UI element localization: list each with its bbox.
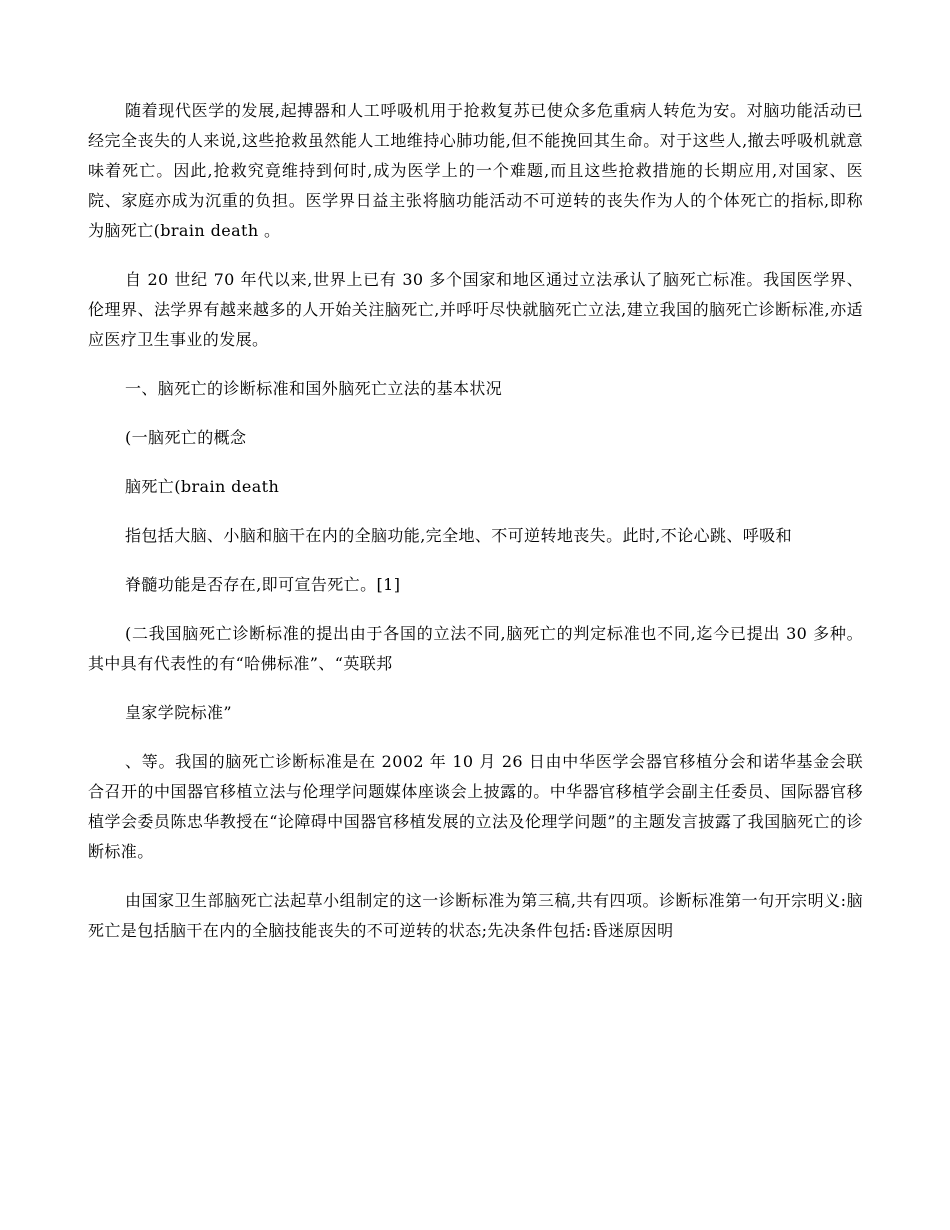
paragraph-definition: 指包括大脑、小脑和脑干在内的全脑功能,完全地、不可逆转地丧失。此时,不论心跳、呼吸和 [125, 526, 792, 545]
paragraph-draft-standard: 由国家卫生部脑死亡法起草小组制定的这一诊断标准为第三稿,共有四项。诊断标准第一句开宗明义:脑死亡是包括脑干在内的全脑技能丧失的不可逆转的状态;先决条件包括:昏迷原因明 [88, 891, 863, 940]
paragraph-intro: 随着现代医学的发展,起搏器和人工呼吸机用于抢救复苏已使众多危重病人转危为安。对脑功能活动已经完全丧失的人来说,这些抢救虽然能人工地维持心肺功能,但不能挽回其生命。对于这些人,撤去呼吸机就意味着死亡。因此,抢救究竟维持到何时,成为医学上的一个难题,而且这些抢救措施的长期应用,对国家、医院、家庭亦成为沉重的负担。医学界日益主张将脑功能活动不可逆转的丧失作为人的个体死亡的指标,即称为脑死亡(brain death 。 [88, 101, 863, 240]
document-body [88, 96, 863, 965]
subsection-heading-1: (一脑死亡的概念 [125, 428, 247, 447]
paragraph-standard-name: 皇家学院标准” [125, 703, 232, 722]
paragraph-legislation: 自 20 世纪 70 年代以来,世界上已有 30 多个国家和地区通过立法承认了脑死亡标准。我国医学界、伦理界、法学界有越来越多的人开始关注脑死亡,并呼吁尽快就脑死亡立法,建立我国的脑死亡诊断标准,亦适应医疗卫生事业的发展。 [88, 270, 863, 349]
paragraph-term: 脑死亡(brain death [125, 477, 280, 496]
section-heading-1: 一、脑死亡的诊断标准和国外脑死亡立法的基本状况 [125, 379, 503, 398]
paragraph-definition-continued: 脊髓功能是否存在,即可宣告死亡。[1] [125, 575, 401, 594]
subsection-heading-2: (二我国脑死亡诊断标准的提出由于各国的立法不同,脑死亡的判定标准也不同,迄今已提出 30 多种。其中具有代表性的有“哈佛标准”、“英联邦 [88, 624, 863, 673]
paragraph-standard-history: 、等。我国的脑死亡诊断标准是在 2002 年 10 月 26 日由中华医学会器官移植分会和诺华基金会联合召开的中国器官移植立法与伦理学问题媒体座谈会上披露的。中华器官移植学会副主任委员、国际器官移植学会委员陈忠华教授在“论障碍中国器官移植发展的立法及伦理学问题”的主题发言披露了我国脑死亡的诊断标准。 [88, 752, 863, 861]
